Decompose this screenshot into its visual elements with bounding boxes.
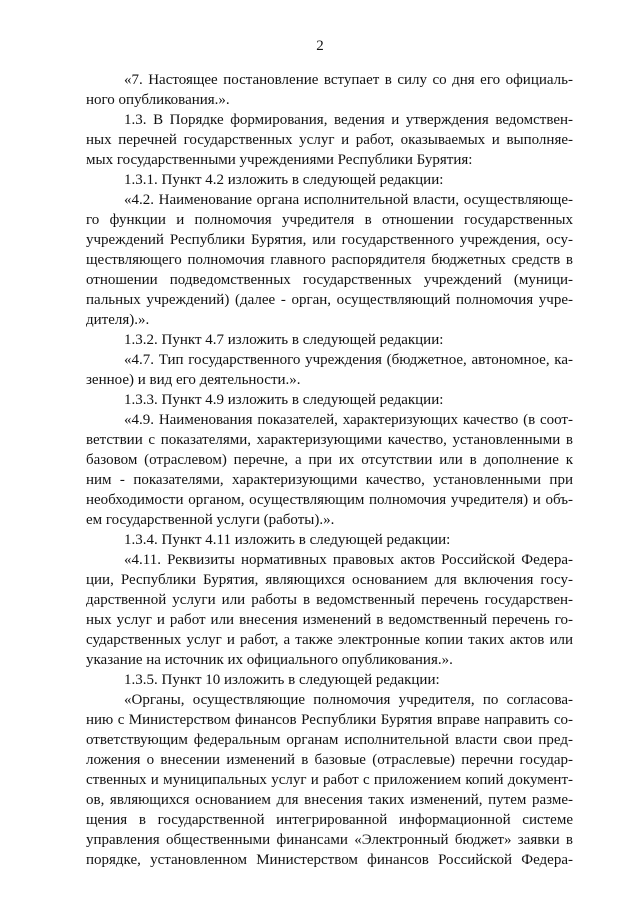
paragraph xyxy=(86,690,573,870)
text-line: ответствующим федеральным органам исполнительной власти свои пред- xyxy=(86,732,573,748)
text-line: отношении подведомственных государственных учреждений (муници- xyxy=(86,272,573,288)
paragraph xyxy=(86,550,573,670)
text-line: пальных учреждений) (далее - орган, осуществляющий полномочия учре- xyxy=(86,292,573,308)
text-line: 1.3.4. Пункт 4.11 изложить в следующей редакции: xyxy=(124,532,451,548)
text-line: 1.3. В Порядке формирования, ведения и утверждения ведомствен- xyxy=(124,112,573,128)
text-line: ов, являющихся основанием для внесения таких изменений, путем разме- xyxy=(86,792,573,808)
text-line: сударственных услуг и работ, а также электронные копии таких актов или xyxy=(86,632,573,648)
text-line: базовом (отраслевом) перечне, а при их отсутствии или в дополнение к xyxy=(86,452,573,468)
text-line: дарственной услуги или работы в ведомственный перечень государствен- xyxy=(86,592,573,608)
text-line: мых государственными учреждениями Республики Бурятия: xyxy=(86,152,473,168)
text-line: ного опубликования.». xyxy=(86,92,230,108)
text-line: ним - показателями, характеризующими качество, установленными при xyxy=(86,472,573,488)
text-line: «4.7. Тип государственного учреждения (бюджетное, автономное, ка- xyxy=(124,352,573,368)
document-body xyxy=(86,70,573,870)
text-line: ветствии с показателями, характеризующими качество, установленными в xyxy=(86,432,573,448)
text-line: 1.3.3. Пункт 4.9 изложить в следующей редакции: xyxy=(124,392,444,408)
paragraph xyxy=(86,670,573,690)
text-line: ции, Республики Бурятия, являющихся основанием для включения госу- xyxy=(86,572,573,588)
paragraph xyxy=(86,410,573,530)
text-line: 1.3.1. Пункт 4.2 изложить в следующей редакции: xyxy=(124,172,444,188)
text-line: «4.11. Реквизиты нормативных правовых актов Российской Федера- xyxy=(124,552,573,568)
paragraph xyxy=(86,390,573,410)
text-line: ных перечней государственных услуг и работ, оказываемых и выполняе- xyxy=(86,132,573,148)
text-line: ем государственной услуги (работы).». xyxy=(86,512,335,528)
text-line: ных услуг и работ или внесения изменений в ведомственный перечень го- xyxy=(86,612,573,628)
paragraph xyxy=(86,190,573,330)
text-line: порядке, установленном Министерством финансов Российской Федера- xyxy=(86,852,573,868)
text-line: 1.3.2. Пункт 4.7 изложить в следующей редакции: xyxy=(124,332,444,348)
paragraph xyxy=(86,330,573,350)
page-number: 2 xyxy=(316,38,324,54)
paragraph xyxy=(86,350,573,390)
text-line: зенное) и вид его деятельности.». xyxy=(86,372,301,388)
text-line: дителя).». xyxy=(86,312,150,328)
text-line: го функции и полномочия учредителя в отношении государственных xyxy=(86,212,573,228)
paragraph xyxy=(86,110,573,170)
text-line: щения в государственной интегрированной информационной системе xyxy=(86,812,573,828)
text-line: ществляющего полномочия главного распорядителя бюджетных средств в xyxy=(86,252,573,268)
text-line: учреждений Республики Бурятия, или государственного учреждения, осу- xyxy=(86,232,573,248)
text-line: управления общественными финансами «Электронный бюджет» заявки в xyxy=(86,832,573,848)
paragraph xyxy=(86,530,573,550)
text-line: ственных и муниципальных услуг и работ с приложением копий документ- xyxy=(86,772,573,788)
text-line: необходимости органом, осуществляющим полномочия учредителя) и объ- xyxy=(86,492,573,508)
text-line: ложения о внесении изменений в базовые (отраслевые) перечни государ- xyxy=(86,752,573,768)
text-line: «Органы, осуществляющие полномочия учредителя, по согласова- xyxy=(124,692,573,708)
text-line: «4.2. Наименование органа исполнительной власти, осуществляюще- xyxy=(124,192,573,208)
text-line: 1.3.5. Пункт 10 изложить в следующей редакции: xyxy=(124,672,440,688)
text-line: «7. Настоящее постановление вступает в силу со дня его официаль- xyxy=(124,72,573,88)
paragraph xyxy=(86,170,573,190)
paragraph xyxy=(86,70,573,110)
text-line: указание на источник их официального опубликования.». xyxy=(86,652,453,668)
text-line: нию с Министерством финансов Республики Бурятия вправе направить со- xyxy=(86,712,573,728)
text-line: «4.9. Наименования показателей, характеризующих качество (в соот- xyxy=(124,412,573,428)
